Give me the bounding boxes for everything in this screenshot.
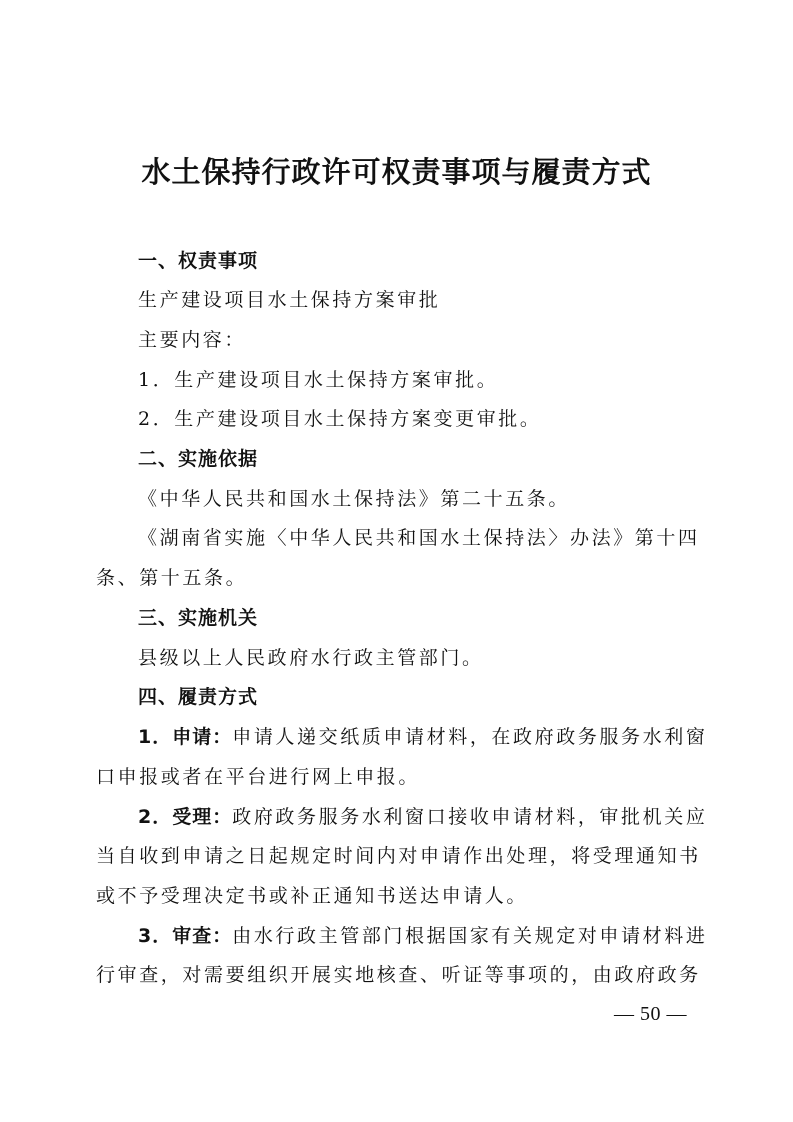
implementing-agency-text: 县级以上人民政府水行政主管部门。: [138, 647, 484, 669]
step-apply-text: 申请人递交纸质申请材料，在政府政务服务水利窗: [232, 726, 708, 748]
step-accept-continuation: 当自收到申请之日起规定时间内对申请作出处理，将受理通知书: [96, 845, 701, 867]
step-accept: [138, 803, 708, 831]
authority-item-name: 生产建设项目水土保持方案审批: [138, 289, 441, 311]
main-content-label: 主要内容：: [138, 329, 247, 351]
step-accept-label: 2．受理：: [138, 806, 233, 828]
step-accept-continuation: 或不予受理决定书或补正通知书送达申请人。: [96, 885, 529, 907]
section-heading-authority-items: 一、权责事项: [138, 250, 259, 272]
step-review: [138, 922, 708, 950]
step-apply-label: 1．申请：: [138, 726, 233, 748]
legal-basis-item: 《中华人民共和国水土保持法》第二十五条。: [138, 488, 571, 510]
section-heading-performance-method: 四、履责方式: [138, 686, 259, 708]
legal-basis-item: 《湖南省实施〈中华人民共和国水土保持法〉办法》第十四: [138, 527, 700, 549]
document-title: 水土保持行政许可权责事项与履责方式: [141, 155, 652, 189]
section-heading-implementing-agency: 三、实施机关: [138, 607, 259, 629]
step-apply-continuation: 口申报或者在平台进行网上申报。: [96, 766, 421, 788]
step-review-label: 3．审查：: [138, 925, 233, 947]
step-apply: [138, 723, 708, 751]
step-review-continuation: 行审查，对需要组织开展实地核查、听证等事项的，由政府政务: [96, 964, 701, 986]
legal-basis-item-continuation: 条、第十五条。: [96, 567, 248, 589]
section-heading-legal-basis: 二、实施依据: [138, 448, 259, 470]
step-accept-text: 政府政务服务水利窗口接收申请材料，审批机关应: [232, 806, 708, 828]
step-review-text: 由水行政主管部门根据国家有关规定对申请材料进: [232, 925, 708, 947]
main-content-item: 1．生产建设项目水土保持方案审批。: [138, 369, 499, 391]
page-number: — 50 —: [614, 1003, 687, 1025]
main-content-item: 2．生产建设项目水土保持方案变更审批。: [138, 408, 542, 430]
